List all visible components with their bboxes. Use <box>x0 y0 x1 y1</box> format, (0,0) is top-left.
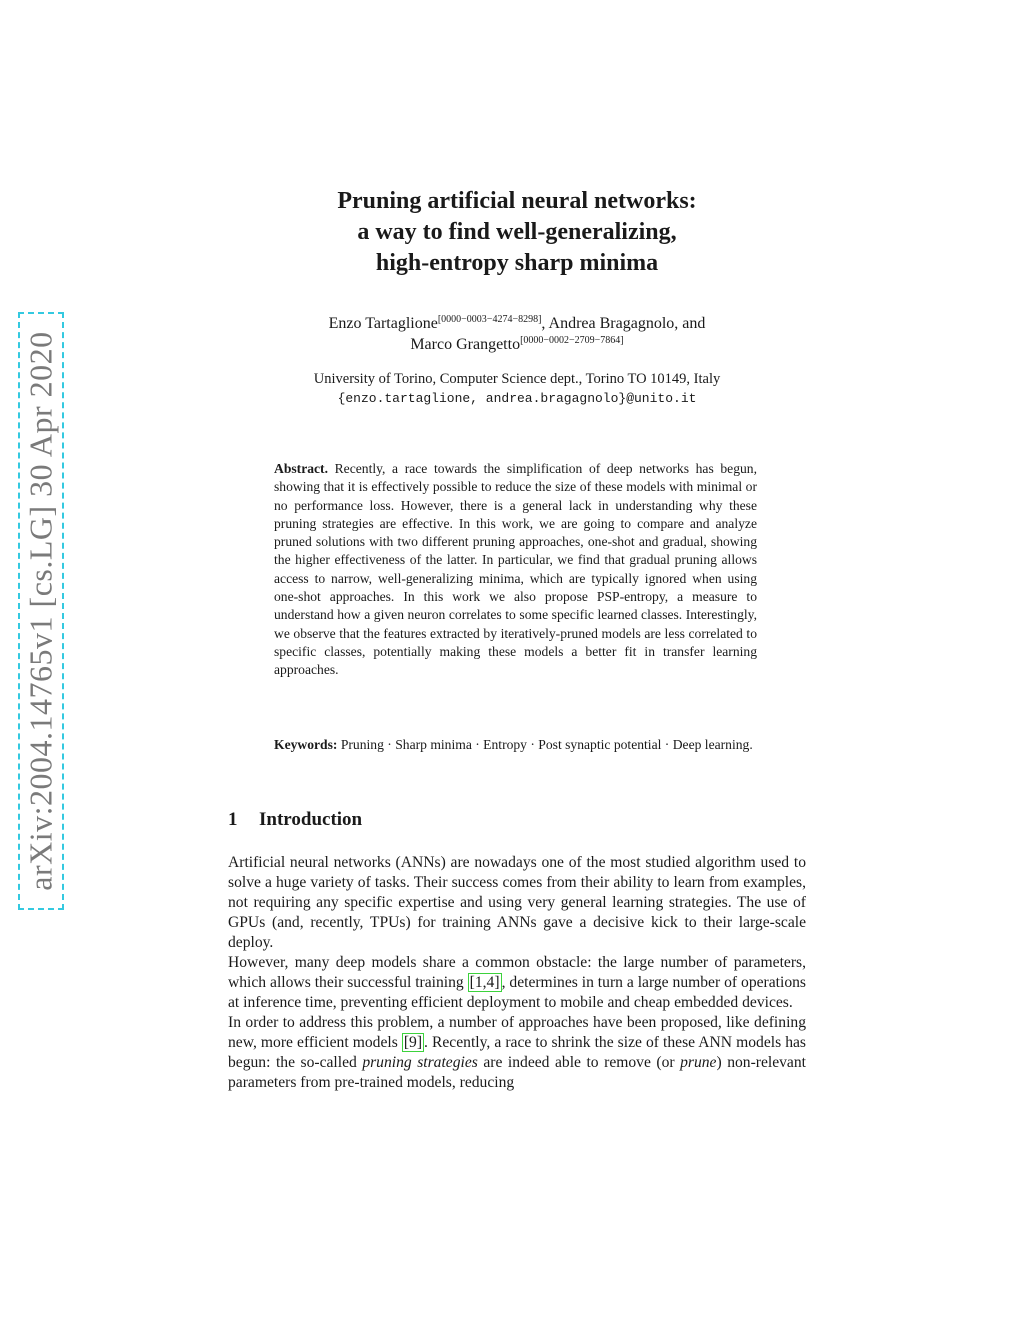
paragraph-3-text-a: In order to address this problem, a number of approaches have been proposed, like defining new, more efficient models <box>228 1014 806 1051</box>
paragraph-2-text-a: However, many deep models share a common obstacle: the large number of parameters, which allows their successful training <box>228 954 806 991</box>
introduction-body <box>228 853 806 1093</box>
paragraph-3-text-c: are indeed able to remove (or <box>477 1054 681 1071</box>
section-number: 1 <box>228 809 238 830</box>
abstract-label: Abstract. <box>274 461 328 476</box>
term-pruning-strategies: pruning strategies <box>362 1054 478 1071</box>
affiliation-institution: University of Torino, Computer Science dept., Torino TO 10149, Italy <box>313 371 721 387</box>
keywords <box>274 736 757 754</box>
author-list <box>228 313 806 355</box>
paragraph-1: Artificial neural networks (ANNs) are nowadays one of the most studied algorithm used to solve a huge variety of tasks. Their success comes from their ability to learn from examples, not requiring any specific expertise and using very general learning strategies. The use of GPUs (and, recently, TPUs) for training ANNs gave a decisive kick to their large-scale deploy. <box>228 854 806 951</box>
author-2-name: , Andrea Bragagnolo, and <box>541 315 706 332</box>
affiliation <box>228 370 806 408</box>
term-prune: prune <box>680 1054 717 1071</box>
arxiv-stamp[interactable] <box>18 312 64 910</box>
paragraph-2 <box>228 953 806 1013</box>
author-line-1 <box>228 313 806 334</box>
keywords-text: Pruning · Sharp minima · Entropy · Post synaptic potential · Deep learning. <box>340 737 753 752</box>
arxiv-identifier: arXiv:2004.14765v1 [cs.LG] 30 Apr 2020 <box>22 331 59 891</box>
paragraph-3-text-d: ) non-relevant parameters from pre-trained models, reducing <box>228 1054 806 1091</box>
citation-1-4[interactable] <box>468 973 502 992</box>
citation-9-label: [9] <box>403 1034 423 1051</box>
section-title: Introduction <box>259 809 363 830</box>
title-line-3: high-entropy sharp minima <box>375 250 659 276</box>
paragraph-3 <box>228 1013 806 1093</box>
citation-9[interactable] <box>402 1033 424 1052</box>
paper-title <box>228 186 806 279</box>
section-heading-introduction <box>228 809 362 831</box>
title-line-2: a way to find well-generalizing, <box>357 219 677 245</box>
author-3-name: Marco Grangetto <box>410 336 521 353</box>
paragraph-3-text-b: . Recently, a race to shrink the size of these ANN models has begun: the so-called <box>228 1034 806 1071</box>
author-1-name: Enzo Tartaglione <box>328 315 438 332</box>
citation-1-4-label: [1,4] <box>469 974 500 991</box>
author-line-2 <box>228 334 806 355</box>
affiliation-emails[interactable]: {enzo.tartaglione, andrea.bragagnolo}@unito.it <box>337 391 697 406</box>
keywords-label: Keywords: <box>274 737 338 752</box>
paragraph-2-text-b: , determines in turn a large number of operations at inference time, preventing efficient deployment to mobile and cheap embedded devices. <box>228 974 806 1011</box>
author-3-orcid[interactable]: [0000−0002−2709−7864] <box>520 335 624 346</box>
abstract-text: Recently, a race towards the simplification of deep networks has begun, showing that it is effectively possible to reduce the size of these models with minimal or no performance loss. However, there is a general lack in understanding why these pruning strategies are effective. In this work, we are going to compare and analyze pruned solutions with two different pruning approaches, one-shot and gradual, showing the higher effectiveness of the latter. In particular, we find that gradual pruning allows access to narrow, well-generalizing minima, which are typically ignored when using one-shot approaches. In this work we also propose PSP-entropy, a measure to understand how a given neuron correlates to some specific learned classes. Interestingly, we observe that the features extracted by iteratively-pruned models are less correlated to specific classes, potentially making these models a better fit in transfer learning approaches. <box>274 461 757 678</box>
title-line-1: Pruning artificial neural networks: <box>337 188 697 214</box>
author-1-orcid[interactable]: [0000−0003−4274−8298] <box>437 314 542 325</box>
abstract <box>274 460 757 680</box>
